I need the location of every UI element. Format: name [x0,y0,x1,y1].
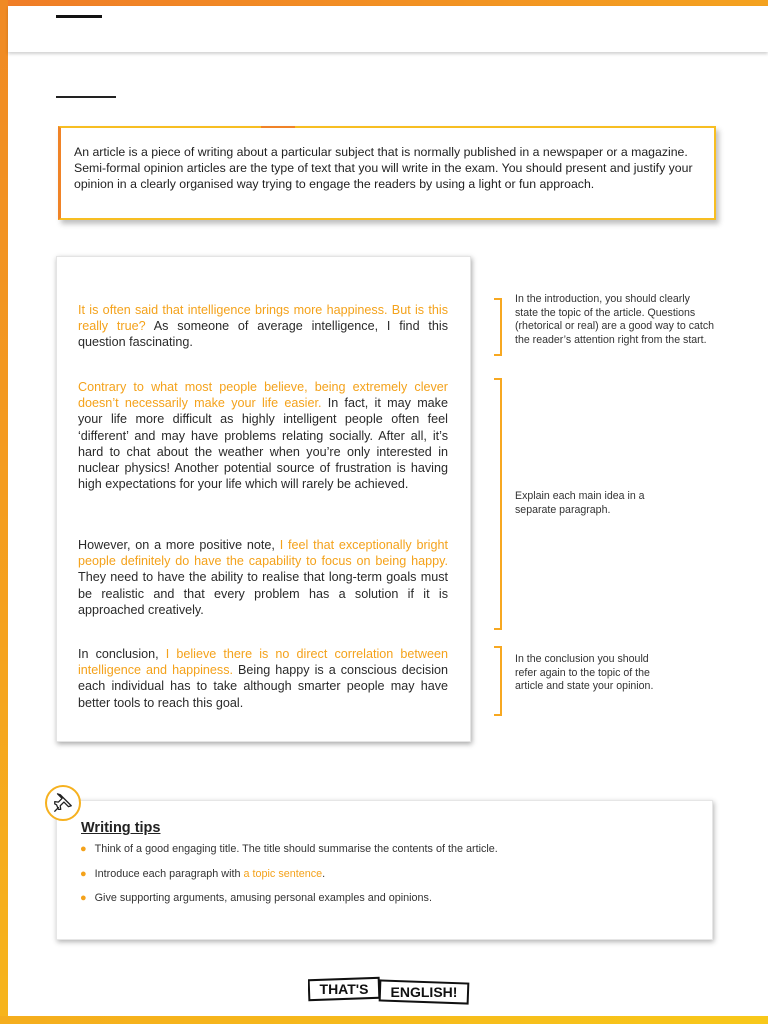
paragraph-text: Being happy is a conscious decision each individual has to take although smarter people may have better tools to reach this goal. [78,663,448,710]
highlight-text: It is often said that intelligence brings more happiness. But is this really true? [78,303,448,334]
tip-item [80,843,498,855]
highlight-text: I feel that exceptionally bright people definitely do have the capability to focus on being happy. [78,538,448,569]
bullet-icon: ● [80,892,87,904]
paragraph-lead: However, on a more positive note, [78,538,280,552]
article-paragraph-body-2 [78,537,448,618]
paragraph-text: They need to have the ability to realise that long-term goals must be realistic and that every problem has a solution if it is approached creatively. [78,570,448,617]
bullet-icon: ● [80,843,87,855]
tip-highlight: a topic sentence [243,868,323,880]
article-paragraph-conclusion [78,646,448,711]
bottom-frame-stripe [0,1016,768,1024]
tip-text: Introduce each paragraph with [94,868,244,880]
paragraph-lead: In conclusion, [78,647,166,661]
article-paragraph-body-1 [78,379,448,492]
logo-left-text: THAT'S [319,981,369,997]
conclusion-note: In the conclusion you should refer again to the topic of the article and state your opinion. [515,653,654,693]
left-frame-stripe [0,0,8,1024]
header-bar [8,6,768,52]
paragraph-text: As someone of average intelligence, I find this question fascinating. [78,319,448,350]
intro-box [58,126,716,220]
intro-bracket [494,298,502,356]
tip-item [80,892,432,904]
header-dash [56,15,102,18]
heading-underline [56,96,116,98]
highlight-text: Contrary to what most people believe, being extremely clever doesn’t necessarily make your life easier. [78,380,448,411]
highlight-text: I believe there is no direct correlation between intelligence and happiness. [78,647,448,678]
intro-note: In the introduction, you should clearly state the topic of the article. Questions (rhetorical or real) are a good way to catch the reader’s attention right from the start. [515,293,715,347]
article-box [56,256,471,742]
intro-box-accent [261,126,295,128]
body-note: Explain each main idea in a separate paragraph. [515,490,645,516]
tip-item [80,868,325,880]
tip-text: Think of a good engaging title. The title should summarise the contents of the article. [94,843,498,855]
article-paragraph-intro [78,302,448,351]
tip-text-end: . [322,868,326,880]
thats-english-logo [308,975,470,1005]
intro-text: An article is a piece of writing about a particular subject that is normally published in a newspaper or a magazine. Semi-formal opinion articles are the type of text that you will write in the exam. You should present and justify your opinion in a clearly organised way trying to engage the readers by using a light or fun approach. [74,145,693,192]
writing-tips-title: Writing tips [81,820,161,836]
pushpin-icon [45,785,81,821]
tip-text: Give supporting arguments, amusing personal examples and opinions. [94,892,432,904]
paragraph-text: In fact, it may make your life more difficult as highly intelligent people often feel ‘different’ and may have problems relating socially. After all, it’s hard to chat about the weather when you’re only interested in nuclear physics! Another potential source of frustration is having high expectations for your life which will rarely be achieved. [78,396,448,492]
body-bracket [494,378,502,630]
logo-right-text: ENGLISH! [390,984,458,1000]
bullet-icon: ● [80,868,87,880]
conclusion-bracket [494,646,502,716]
